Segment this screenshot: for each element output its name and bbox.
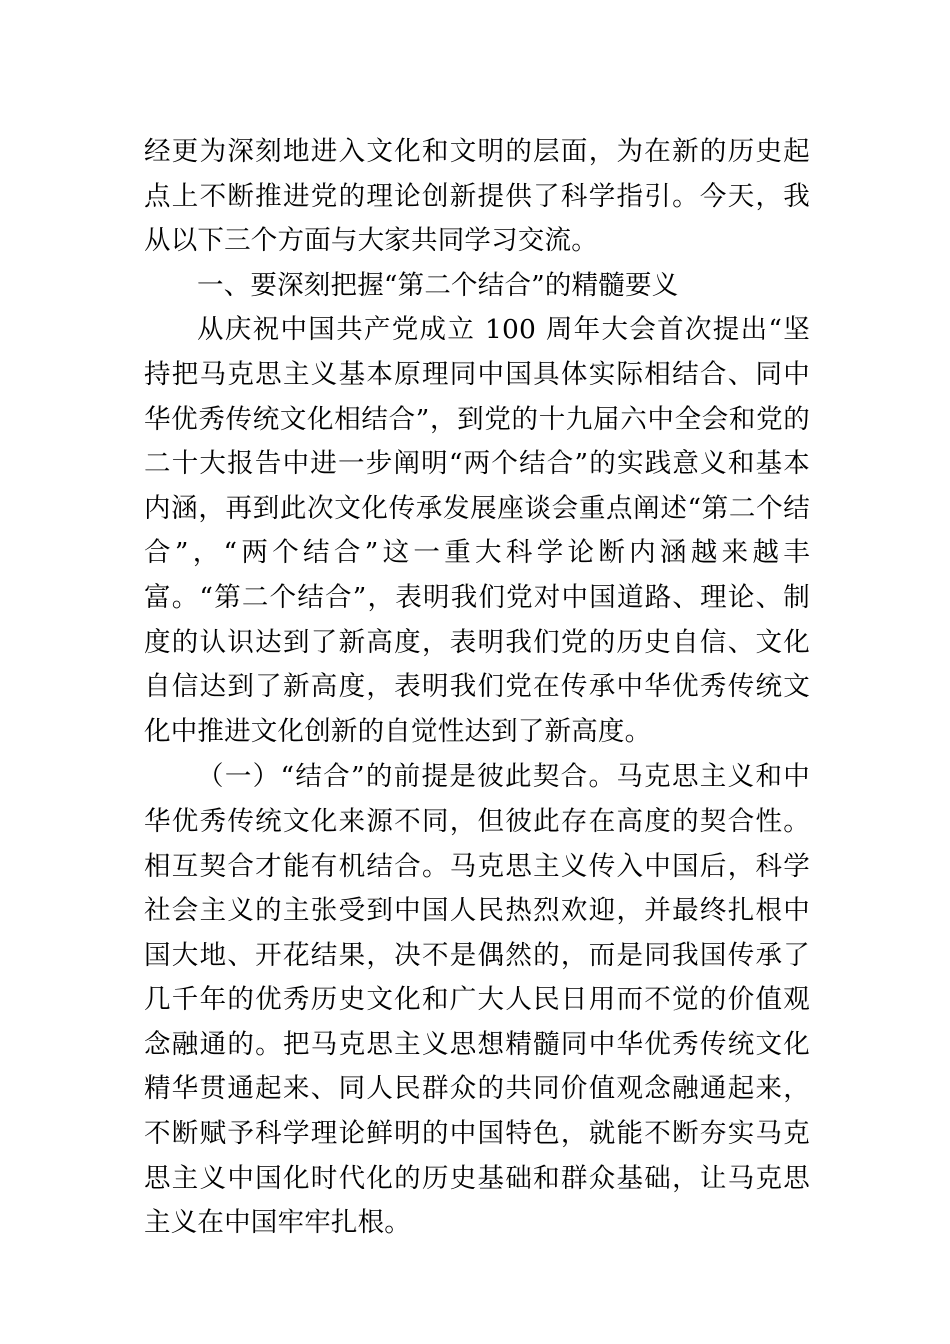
section-heading: 一、要深刻把握“第二个结合”的精髓要义 [197,269,679,301]
subsection-paragraph: （一）“结合”的前提是彼此契合。马克思主义和中华优秀传统文化来源不同，但彼此存在高度的契合性。相互契合才能有机结合。马克思主义传入中国后，科学社会主义的主张受到中国人民热烈欢迎，并最终扎根中国大地、开花结果，决不是偶然的，而是同我国传承了几千年的优秀历史文化和广大人民日用而不觉的价值观念融通的。把马克思主义思想精髓同中华优秀传统文化精华贯通起来、同人民群众的共同价值观念融通起来，不断赋予科学理论鲜明的中国特色，就能不断夯实马克思主义中国化时代化的历史基础和群众基础，让马克思主义在中国牢牢扎根。 [144,761,810,1239]
document-body [144,130,810,1246]
paragraph-body: 从庆祝中国共产党成立 100 周年大会首次提出“坚持把马克思主义基本原理同中国具体实际相结合、同中华优秀传统文化相结合”，到党的十九届六中全会和党的二十大报告中进一步阐明“两个结合”的实践意义和基本内涵，再到此次文化传承发展座谈会重点阐述“第二个结合”，“两个结合”这一重大科学论断内涵越来越丰富。“第二个结合”，表明我们党对中国道路、理论、制度的认识达到了新高度，表明我们党的历史自信、文化自信达到了新高度，表明我们党在传承中华优秀传统文化中推进文化创新的自觉性达到了新高度。 [144,314,810,747]
paragraph-continuation: 经更为深刻地进入文化和文明的层面，为在新的历史起点上不断推进党的理论创新提供了科学指引。今天，我从以下三个方面与大家共同学习交流。 [144,136,810,257]
